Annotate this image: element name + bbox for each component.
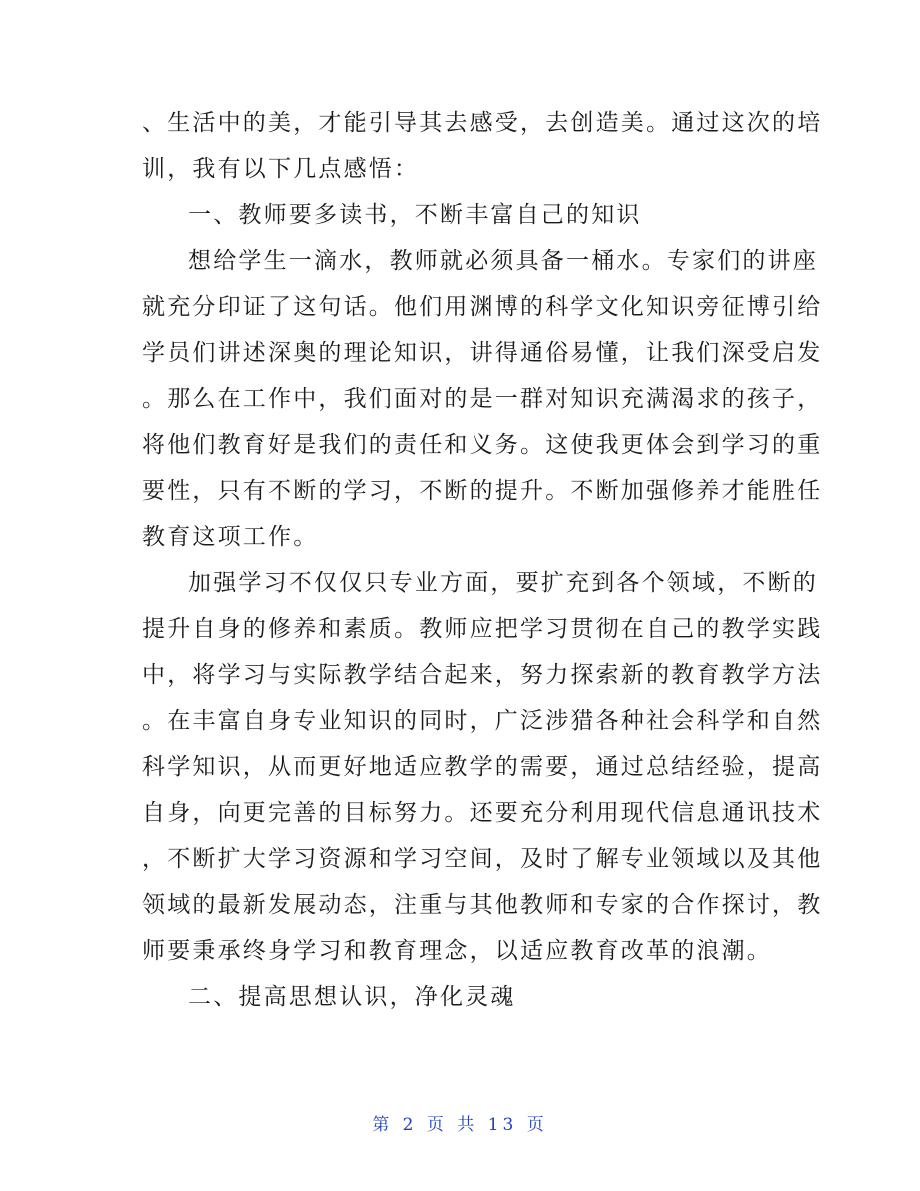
page-footer: 第 2 页 共 13 页 bbox=[372, 1115, 548, 1135]
section-heading-2: 二、提高思想认识，净化灵魂 bbox=[188, 984, 516, 1010]
text-line-8: 将他们教育好是我们的责任和义务。这使我更体会到学习的重 bbox=[142, 432, 823, 458]
text-line-7: 。那么在工作中，我们面对的是一群对知识充满渴求的孩子， bbox=[142, 386, 823, 412]
text-line-14: 。在丰富自身专业知识的同时，广泛涉猎各种社会科学和自然 bbox=[142, 708, 823, 734]
text-line-16: 自身，向更完善的目标努力。还要充分利用现代信息通讯技术 bbox=[142, 800, 823, 826]
text-line-6: 学员们讲述深奥的理论知识，讲得通俗易懂，让我们深受启发 bbox=[142, 340, 823, 366]
text-line-4: 想给学生一滴水，教师就必须具备一桶水。专家们的讲座 bbox=[188, 248, 818, 274]
text-line-18: 领域的最新发展动态，注重与其他教师和专家的合作探讨，教 bbox=[142, 892, 823, 918]
text-line-2: 训，我有以下几点感悟： bbox=[142, 156, 420, 182]
text-line-9: 要性，只有不断的学习，不断的提升。不断加强修养才能胜任 bbox=[142, 478, 823, 504]
text-line-12: 提升自身的修养和素质。教师应把学习贯彻在自己的教学实践 bbox=[142, 616, 823, 642]
text-line-19: 师要秉承终身学习和教育理念，以适应教育改革的浪潮。 bbox=[142, 938, 772, 964]
text-line-13: 中，将学习与实际教学结合起来，努力探索新的教育教学方法 bbox=[142, 662, 823, 688]
section-heading-1: 一、教师要多读书，不断丰富自己的知识 bbox=[188, 202, 642, 228]
text-line-5: 就充分印证了这句话。他们用渊博的科学文化知识旁征博引给 bbox=[142, 294, 823, 320]
document-body bbox=[142, 100, 823, 1020]
text-line-11: 加强学习不仅仅只专业方面，要扩充到各个领域，不断的 bbox=[188, 570, 818, 596]
text-line-10: 教育这项工作。 bbox=[142, 524, 319, 550]
text-line-15: 科学知识，从而更好地适应教学的需要，通过总结经验，提高 bbox=[142, 754, 823, 780]
text-line-17: ，不断扩大学习资源和学习空间，及时了解专业领域以及其他 bbox=[142, 846, 823, 872]
text-line-1: 、生活中的美，才能引导其去感受，去创造美。通过这次的培 bbox=[142, 110, 823, 136]
